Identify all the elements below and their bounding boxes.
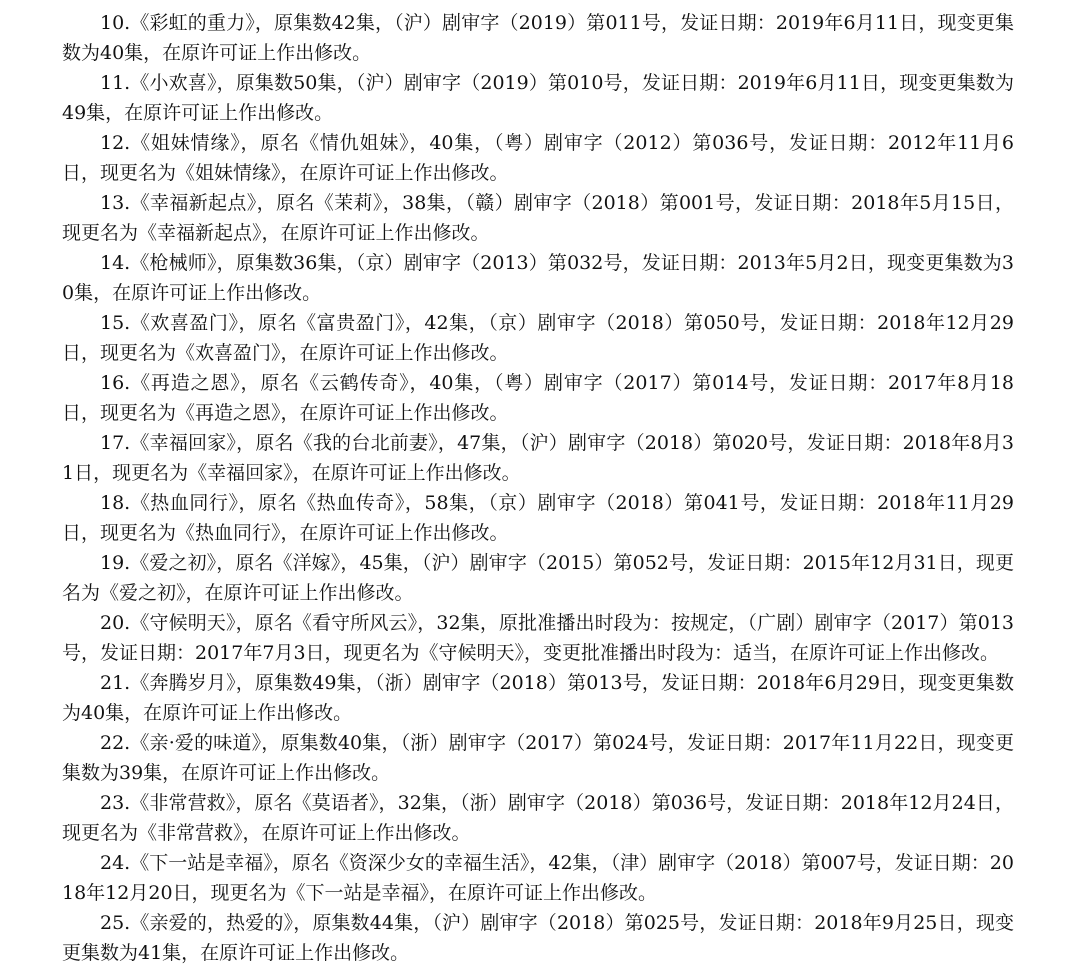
list-item: 10.《彩虹的重力》，原集数42集，（沪）剧审字（2019）第011号，发证日期：2019年6月11日，现变更集数为40集，在原许可证上作出修改。 <box>62 12 1014 64</box>
list-item: 15.《欢喜盈门》，原名《富贵盈门》，42集，（京）剧审字（2018）第050号，发证日期：2018年12月29日，现更名为《欢喜盈门》，在原许可证上作出修改。 <box>62 312 1014 364</box>
list-item: 22.《亲·爱的味道》，原集数40集，（浙）剧审字（2017）第024号，发证日期：2017年11月22日，现变更集数为39集，在原许可证上作出修改。 <box>62 732 1014 784</box>
license-change-list <box>62 8 1014 968</box>
list-item: 17.《幸福回家》，原名《我的台北前妻》，47集，（沪）剧审字（2018）第020号，发证日期：2018年8月31日，现更名为《幸福回家》，在原许可证上作出修改。 <box>62 432 1014 484</box>
list-item: 18.《热血同行》，原名《热血传奇》，58集，（京）剧审字（2018）第041号，发证日期：2018年11月29日，现更名为《热血同行》，在原许可证上作出修改。 <box>62 492 1014 544</box>
list-item: 25.《亲爱的，热爱的》，原集数44集，（沪）剧审字（2018）第025号，发证日期：2018年9月25日，现变更集数为41集，在原许可证上作出修改。 <box>62 912 1014 964</box>
list-item: 12.《姐妹情缘》，原名《情仇姐妹》，40集，（粤）剧审字（2012）第036号，发证日期：2012年11月6日，现更名为《姐妹情缘》，在原许可证上作出修改。 <box>62 132 1014 184</box>
list-item: 11.《小欢喜》，原集数50集，（沪）剧审字（2019）第010号，发证日期：2019年6月11日，现变更集数为49集，在原许可证上作出修改。 <box>62 72 1014 124</box>
list-item: 21.《奔腾岁月》，原集数49集，（浙）剧审字（2018）第013号，发证日期：2018年6月29日，现变更集数为40集，在原许可证上作出修改。 <box>62 672 1014 724</box>
list-item: 20.《守候明天》，原名《看守所风云》，32集，原批准播出时段为：按规定，（广剧）剧审字（2017）第013号，发证日期：2017年7月3日，现更名为《守候明天》，变更批准播出时段为：适当，在原许可证上作出修改。 <box>62 612 1014 664</box>
list-item: 13.《幸福新起点》，原名《茉莉》，38集，（赣）剧审字（2018）第001号，发证日期：2018年5月15日，现更名为《幸福新起点》，在原许可证上作出修改。 <box>62 192 1014 244</box>
list-item: 16.《再造之恩》，原名《云鹤传奇》，40集，（粤）剧审字（2017）第014号，发证日期：2017年8月18日，现更名为《再造之恩》，在原许可证上作出修改。 <box>62 372 1014 424</box>
list-item: 14.《枪械师》，原集数36集，（京）剧审字（2013）第032号，发证日期：2013年5月2日，现变更集数为30集，在原许可证上作出修改。 <box>62 252 1014 304</box>
list-item: 24.《下一站是幸福》，原名《资深少女的幸福生活》，42集，（津）剧审字（2018）第007号，发证日期：2018年12月20日，现更名为《下一站是幸福》，在原许可证上作出修改。 <box>62 852 1014 904</box>
list-item: 19.《爱之初》，原名《洋嫁》，45集，（沪）剧审字（2015）第052号，发证日期：2015年12月31日，现更名为《爱之初》，在原许可证上作出修改。 <box>62 552 1014 604</box>
list-item: 23.《非常营救》，原名《莫语者》，32集，（浙）剧审字（2018）第036号，发证日期：2018年12月24日，现更名为《非常营救》，在原许可证上作出修改。 <box>62 792 1014 844</box>
